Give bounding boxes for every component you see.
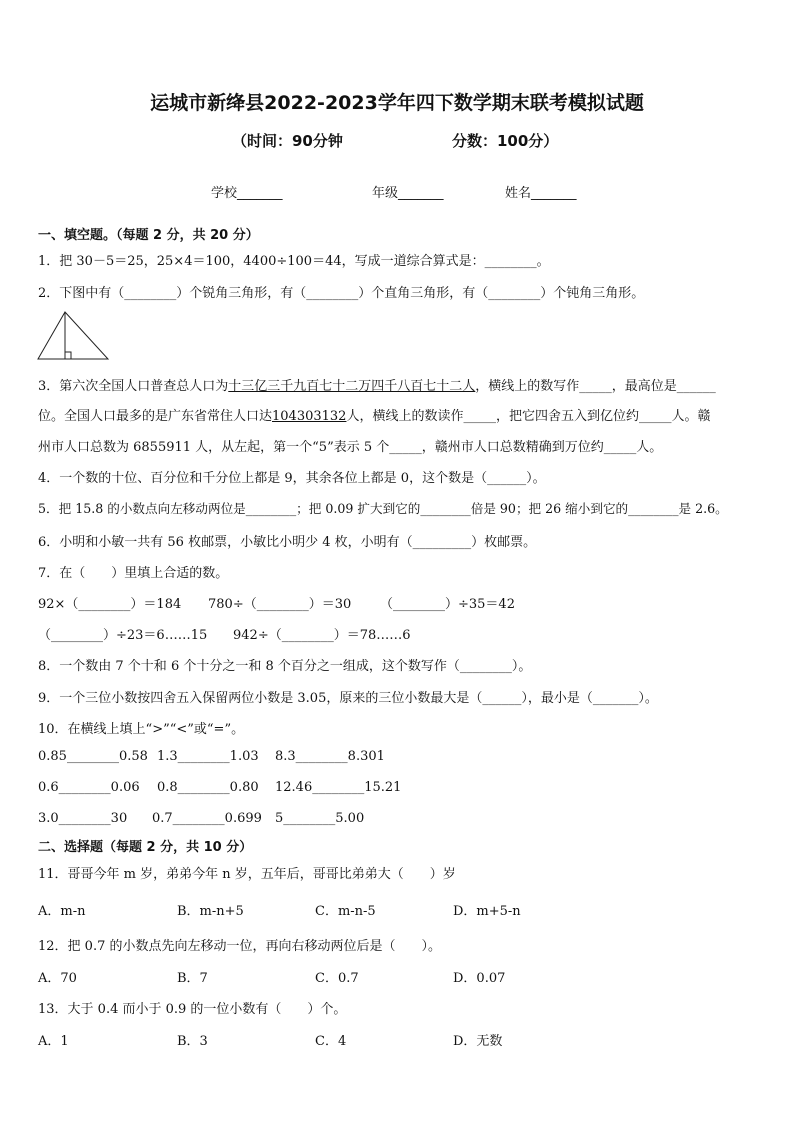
compare-item: 12.46________15.21: [275, 780, 402, 795]
question-2: 2．下图中有（________）个锐角三角形，有（________）个直角三角形，有（________）个钝角三角形。: [38, 286, 645, 301]
option-a[interactable]: A．m-n: [38, 904, 86, 919]
option-d[interactable]: D．m+5-n: [453, 904, 521, 919]
option-d[interactable]: D．0.07: [453, 971, 506, 986]
school-field: 学校_______: [211, 186, 283, 201]
compare-item: 0.7________0.699: [152, 811, 262, 826]
question-7: 7．在（ ）里填上合适的数。: [38, 566, 229, 581]
grade-field: 年级_______: [372, 186, 444, 201]
option-b[interactable]: B．7: [177, 971, 208, 986]
question-13: 13．大于 0.4 而小于 0.9 的一位小数有（ ）个。: [38, 1002, 347, 1017]
name-field: 姓名_______: [505, 186, 577, 201]
question-10: 10．在横线上填上“>”“<”或“=”。: [38, 722, 245, 737]
option-d[interactable]: D．无数: [453, 1034, 503, 1049]
exam-score: 分数：100分）: [452, 132, 559, 150]
question-7-item: 92×（________）＝184: [38, 597, 182, 612]
question-12: 12．把 0.7 的小数点先向左移动一位，再向右移动两位后是（ ）。: [38, 939, 441, 954]
option-b[interactable]: B．3: [177, 1034, 208, 1049]
compare-item: 3.0________30: [38, 811, 128, 826]
question-5: 5．把 15.8 的小数点向左移动两位是________；把 0.09 扩大到它的________倍是 90；把 26 缩小到它的________是 2.6。: [38, 501, 728, 516]
compare-item: 8.3________8.301: [275, 749, 385, 764]
question-7-item: 780÷（________）＝30: [208, 597, 352, 612]
question-3-line-3: 州市人口总数为 6855911 人，从左起，第一个“5”表示 5 个_____，赣州市人口总数精确到万位约_____人。: [38, 440, 663, 455]
option-c[interactable]: C．4: [315, 1034, 347, 1049]
question-4: 4．一个数的十位、百分位和千分位上都是 9，其余各位上都是 0，这个数是（______）。: [38, 471, 546, 486]
section-2-heading: 二、选择题（每题 2 分，共 10 分）: [38, 840, 253, 855]
question-8: 8．一个数由 7 个十和 6 个十分之一和 8 个百分之一组成，这个数写作（________）。: [38, 659, 532, 674]
compare-item: 5________5.00: [275, 811, 365, 826]
option-a[interactable]: A．1: [38, 1034, 69, 1049]
question-9: 9．一个三位小数按四舍五入保留两位小数是 3.05，原来的三位小数最大是（______），最小是（_______）。: [38, 691, 658, 706]
question-3-line-2: 位。全国人口最多的是广东省常住人口达104303132人，横线上的数读作_____，把它四舍五入到亿位约_____人。赣: [38, 409, 711, 424]
compare-item: 0.8________0.80: [157, 780, 259, 795]
option-c[interactable]: C．0.7: [315, 971, 359, 986]
question-6: 6．小明和小敏一共有 56 枚邮票，小敏比小明少 4 枚，小明有（_________）枚邮票。: [38, 535, 537, 550]
question-7-item: 942÷（________）＝78……6: [233, 628, 411, 643]
compare-item: 0.6________0.06: [38, 780, 140, 795]
compare-item: 1.3________1.03: [157, 749, 259, 764]
question-1: 1．把 30－5＝25，25×4＝100，4400÷100＝44，写成一道综合算式是：________。: [38, 254, 550, 269]
question-7-item: （________）÷35＝42: [380, 597, 515, 612]
option-b[interactable]: B．m-n+5: [177, 904, 244, 919]
option-c[interactable]: C．m-n-5: [315, 904, 376, 919]
option-a[interactable]: A．70: [38, 971, 77, 986]
question-7-item: （________）÷23＝6……15: [38, 628, 208, 643]
question-11: 11．哥哥今年 m 岁，弟弟今年 n 岁，五年后，哥哥比弟弟大（ ）岁: [38, 867, 456, 882]
question-3-line-1: 3．第六次全国人口普查总人口为十三亿三千九百七十二万四千八百七十二人，横线上的数写作_____，最高位是______: [38, 379, 716, 394]
compare-item: 0.85________0.58: [38, 749, 148, 764]
section-1-heading: 一、填空题。（每题 2 分，共 20 分）: [38, 228, 259, 243]
triangle-figure: [36, 310, 112, 362]
exam-title: 运城市新绛县2022-2023学年四下数学期末联考模拟试题: [150, 92, 644, 114]
exam-time: （时间：90分钟: [232, 132, 343, 150]
